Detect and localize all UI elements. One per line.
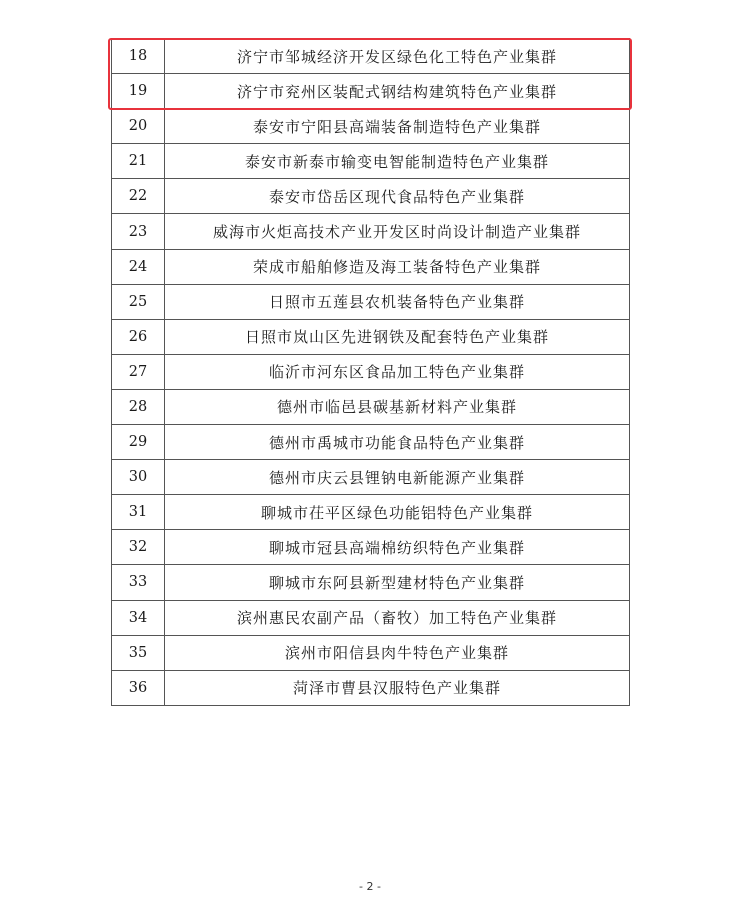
cluster-name: 德州市临邑县碳基新材料产业集群 xyxy=(165,389,630,424)
cluster-name: 济宁市兖州区装配式钢结构建筑特色产业集群 xyxy=(165,74,630,109)
table-row xyxy=(112,495,630,530)
row-number: 24 xyxy=(112,249,165,284)
table-row xyxy=(112,284,630,319)
cluster-name: 威海市火炬高技术产业开发区时尚设计制造产业集群 xyxy=(165,214,630,249)
table-row xyxy=(112,389,630,424)
cluster-name: 滨州惠民农副产品（畜牧）加工特色产业集群 xyxy=(165,600,630,635)
page-number: - 2 - xyxy=(359,880,381,893)
cluster-name: 聊城市冠县高端棉纺织特色产业集群 xyxy=(165,530,630,565)
cluster-name: 德州市禹城市功能食品特色产业集群 xyxy=(165,425,630,460)
cluster-name: 日照市岚山区先进钢铁及配套特色产业集群 xyxy=(165,319,630,354)
table-row xyxy=(112,565,630,600)
cluster-name: 泰安市岱岳区现代食品特色产业集群 xyxy=(165,179,630,214)
cluster-name: 泰安市宁阳县高端装备制造特色产业集群 xyxy=(165,109,630,144)
cluster-name: 泰安市新泰市输变电智能制造特色产业集群 xyxy=(165,144,630,179)
table-row xyxy=(112,74,630,109)
cluster-name: 菏泽市曹县汉服特色产业集群 xyxy=(165,670,630,705)
row-number: 34 xyxy=(112,600,165,635)
row-number: 25 xyxy=(112,284,165,319)
table-row xyxy=(112,249,630,284)
row-number: 29 xyxy=(112,425,165,460)
cluster-name: 聊城市茌平区绿色功能铝特色产业集群 xyxy=(165,495,630,530)
cluster-table xyxy=(111,38,630,706)
table-row xyxy=(112,670,630,705)
cluster-name: 德州市庆云县锂钠电新能源产业集群 xyxy=(165,460,630,495)
cluster-name: 滨州市阳信县肉牛特色产业集群 xyxy=(165,635,630,670)
table-row xyxy=(112,214,630,249)
cluster-name: 济宁市邹城经济开发区绿色化工特色产业集群 xyxy=(165,39,630,74)
cluster-table-container xyxy=(111,38,630,706)
row-number: 18 xyxy=(112,39,165,74)
row-number: 33 xyxy=(112,565,165,600)
table-row xyxy=(112,39,630,74)
cluster-name: 临沂市河东区食品加工特色产业集群 xyxy=(165,354,630,389)
cluster-name: 聊城市东阿县新型建材特色产业集群 xyxy=(165,565,630,600)
row-number: 27 xyxy=(112,354,165,389)
table-row xyxy=(112,460,630,495)
row-number: 23 xyxy=(112,214,165,249)
row-number: 32 xyxy=(112,530,165,565)
cluster-table-body xyxy=(112,39,630,706)
row-number: 19 xyxy=(112,74,165,109)
table-row xyxy=(112,179,630,214)
cluster-name: 荣成市船舶修造及海工装备特色产业集群 xyxy=(165,249,630,284)
table-row xyxy=(112,530,630,565)
cluster-name: 日照市五莲县农机装备特色产业集群 xyxy=(165,284,630,319)
row-number: 26 xyxy=(112,319,165,354)
table-row xyxy=(112,600,630,635)
row-number: 36 xyxy=(112,670,165,705)
row-number: 20 xyxy=(112,109,165,144)
row-number: 31 xyxy=(112,495,165,530)
table-row xyxy=(112,635,630,670)
table-row xyxy=(112,319,630,354)
table-row xyxy=(112,425,630,460)
row-number: 21 xyxy=(112,144,165,179)
row-number: 28 xyxy=(112,389,165,424)
row-number: 22 xyxy=(112,179,165,214)
row-number: 35 xyxy=(112,635,165,670)
table-row xyxy=(112,109,630,144)
table-row xyxy=(112,354,630,389)
row-number: 30 xyxy=(112,460,165,495)
table-row xyxy=(112,144,630,179)
